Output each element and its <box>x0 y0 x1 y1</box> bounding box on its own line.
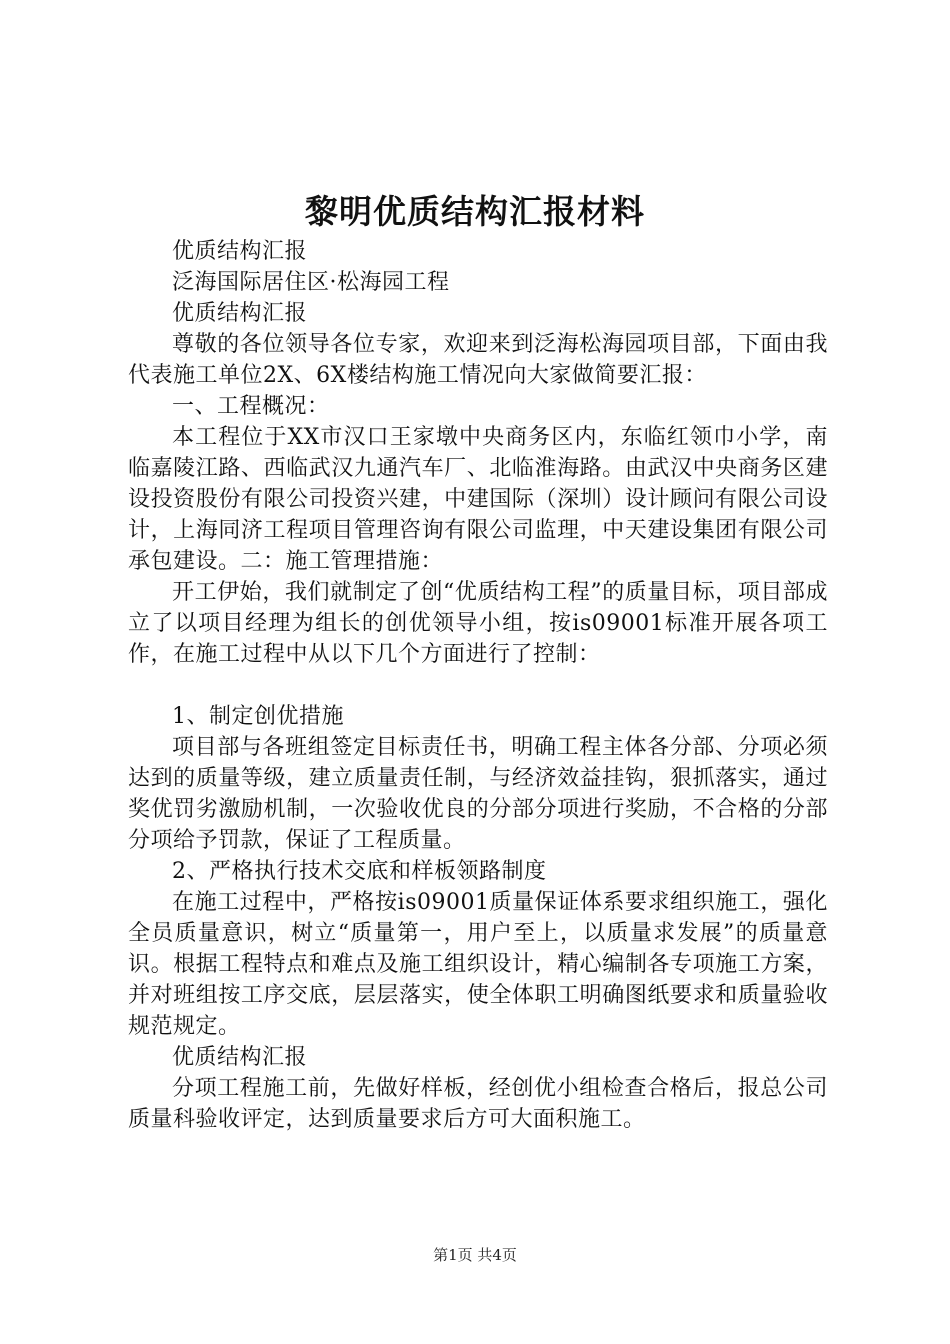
page-number-footer: 第1页 共4页 <box>433 1246 517 1264</box>
document-title: 黎明优质结构汇报材料 <box>305 192 645 231</box>
subsection-heading: 1、制定创优措施 <box>172 704 344 729</box>
heading-line: 优质结构汇报 <box>172 239 308 264</box>
body-paragraph: 项目部与各班组签定目标责任书，明确工程主体各分部、分项必须达到的质量等级，建立质量责任制，与经济效益挂钩，狠抓落实，通过奖优罚劣激励机制，一次验收优良的分部分项进行奖励，不合格的分部分项给予罚款，保证了工程质量。 <box>128 735 828 853</box>
project-name-line: 泛海国际居住区·松海园工程 <box>172 270 450 295</box>
heading-line: 优质结构汇报 <box>172 301 308 326</box>
body-paragraph: 分项工程施工前，先做好样板，经创优小组检查合格后，报总公司质量科验收评定，达到质量要求后方可大面积施工。 <box>128 1076 828 1132</box>
body-paragraph: 本工程位于XX市汉口王家墩中央商务区内，东临红领巾小学，南临嘉陵江路、西临武汉九通汽车厂、北临淮海路。由武汉中央商务区建设投资股份有限公司投资兴建，中建国际（深圳）设计顾问有限公司设计，上海同济工程项目管理咨询有限公司监理，中天建设集团有限公司承包建设。二：施工管理措施： <box>128 425 828 574</box>
heading-line: 优质结构汇报 <box>172 1045 308 1070</box>
body-paragraph: 尊敬的各位领导各位专家，欢迎来到泛海松海园项目部，下面由我代表施工单位2X、6X楼结构施工情况向大家做简要汇报： <box>128 332 828 388</box>
section-heading: 一、工程概况： <box>172 394 330 419</box>
subsection-heading: 2、严格执行技术交底和样板领路制度 <box>172 859 547 884</box>
body-paragraph: 开工伊始，我们就制定了创“优质结构工程”的质量目标，项目部成立了以项目经理为组长的创优领导小组，按is09001标准开展各项工作，在施工过程中从以下几个方面进行了控制： <box>128 580 828 667</box>
document-body <box>128 236 828 1135</box>
body-paragraph: 在施工过程中，严格按is09001质量保证体系要求组织施工，强化全员质量意识，树立“质量第一，用户至上，以质量求发展”的质量意识。根据工程特点和难点及施工组织设计，精心编制各专项施工方案，并对班组按工序交底，层层落实，使全体职工明确图纸要求和质量验收规范规定。 <box>128 890 828 1039</box>
